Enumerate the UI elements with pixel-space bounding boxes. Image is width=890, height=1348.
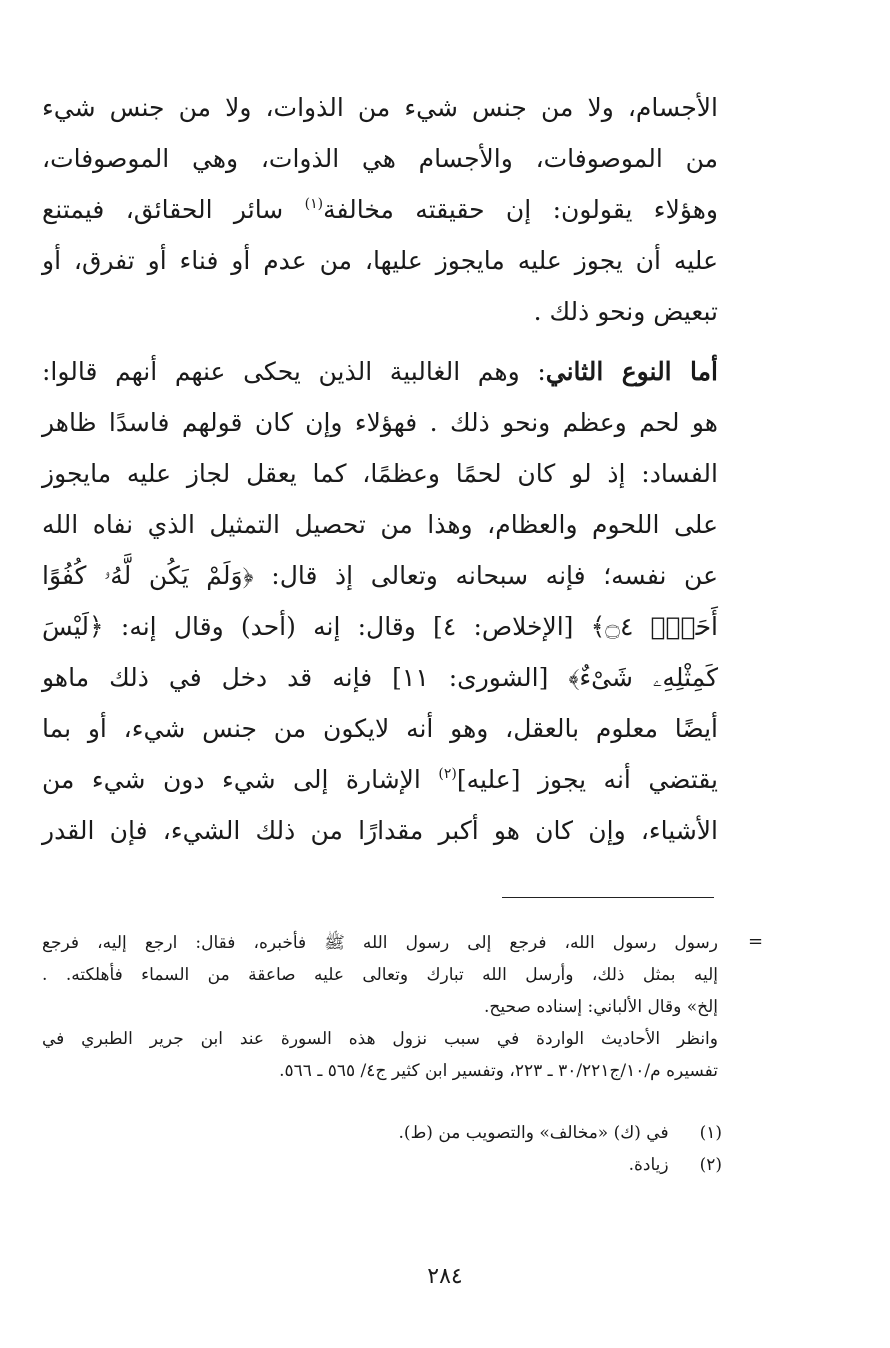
footnote-text: في (ك) «مخالف» والتصويب من (ط). [398, 1123, 669, 1143]
page-number: ٢٨٤ [427, 1264, 463, 1289]
text-segment: : وهم الغالبية الذين يحكى عنهم أنهم قالوا: [42, 357, 546, 386]
text-line: أَحَدٌۢ ۝٤﴾ [الإخلاص: ٤] وقال: إنه (أحد) وقال إنه: ﴿لَيْسَ [42, 612, 718, 641]
text-line: من الموصوفات، والأجسام هي الذوات، وهي الموصوفات، [42, 144, 718, 173]
text-line: على اللحوم والعظام، وهذا من تحصيل التمثيل الذي نفاه الله [42, 510, 718, 539]
paragraph-gap [42, 337, 718, 346]
paragraph-heading: أما النوع الثاني [545, 357, 718, 386]
footnote-ref-1[interactable]: (١) [304, 196, 324, 212]
text-line: الأشياء، وإن كان هو أكبر مقدارًا من ذلك الشيء، فإن القدر [42, 816, 718, 845]
footnote-continuation [42, 927, 718, 1087]
text-line: عليه أن يجوز عليه مايجوز عليها، من عدم أو فناء أو تفرق، أو [42, 246, 718, 275]
text-line: كَمِثْلِهِۦ شَىْءٌ﴾ [الشورى: ١١] فإنه قد دخل في ذلك ماهو [42, 663, 718, 692]
continuation-mark: = [748, 931, 764, 952]
text-line: أيضًا معلوم بالعقل، وهو أنه لايكون من جنس شيء، أو بما [42, 714, 718, 743]
footnote-separator [502, 897, 714, 898]
footnote-line: إلخ» وقال الألباني: إسناده صحيح. [484, 997, 718, 1017]
footnote-ref-2[interactable]: (٢) [438, 766, 457, 782]
footnote-line: إليه بمثل ذلك، وأرسل الله تبارك وتعالى عليه صاعقة من السماء فأهلكته. . [42, 965, 718, 985]
footnote-entry-2 [42, 1149, 722, 1181]
footnote-line: تفسيره م/١٠/ج٣٠/٢٢١ ـ ٢٢٣، وتفسير ابن كثير ج٤/ ٥٦٥ ـ ٥٦٦. [279, 1061, 718, 1081]
footnote-line: رسول رسول الله، فرجع إلى رسول الله ﷺ فأخبره، فقال: ارجع إليه، فرجع [42, 933, 718, 953]
footnote-text: زيادة. [628, 1155, 669, 1175]
text-line: عن نفسه؛ فإنه سبحانه وتعالى إذ قال: ﴿وَلَمْ يَكُن لَّهُۥ كُفُوًا [42, 561, 718, 590]
text-segment: وهؤلاء يقولون: إن حقيقته مخالفة [323, 195, 718, 224]
text-segment: سائر الحقائق، فيمتنع [42, 195, 305, 224]
text-line [42, 346, 718, 397]
text-line: تبعيض ونحو ذلك . [533, 297, 718, 326]
text-line: الأجسام، ولا من جنس شيء من الذوات، ولا من جنس شيء [42, 93, 718, 122]
footnote-line: وانظر الأحاديث الواردة في سبب نزول هذه السورة عند ابن جرير الطبري في [42, 1029, 718, 1049]
main-text-body [42, 82, 718, 856]
text-segment: الإشارة إلى شيء دون شيء من [42, 765, 439, 794]
text-line: هو لحم وعظم ونحو ذلك . فهؤلاء وإن كان قولهم فاسدًا ظاهر [42, 408, 718, 437]
text-segment: يقتضي أنه يجوز [عليه] [456, 765, 719, 794]
footnote-entry-1 [42, 1117, 722, 1149]
footnote-number: (٢) [699, 1155, 722, 1175]
text-line [42, 184, 718, 235]
footnote-entries [42, 1117, 722, 1181]
text-line: الفساد: إذ لو كان لحمًا وعظمًا، كما يعقل لجاز عليه مايجوز [42, 459, 718, 488]
text-line [42, 754, 718, 805]
footnote-number: (١) [699, 1123, 722, 1143]
